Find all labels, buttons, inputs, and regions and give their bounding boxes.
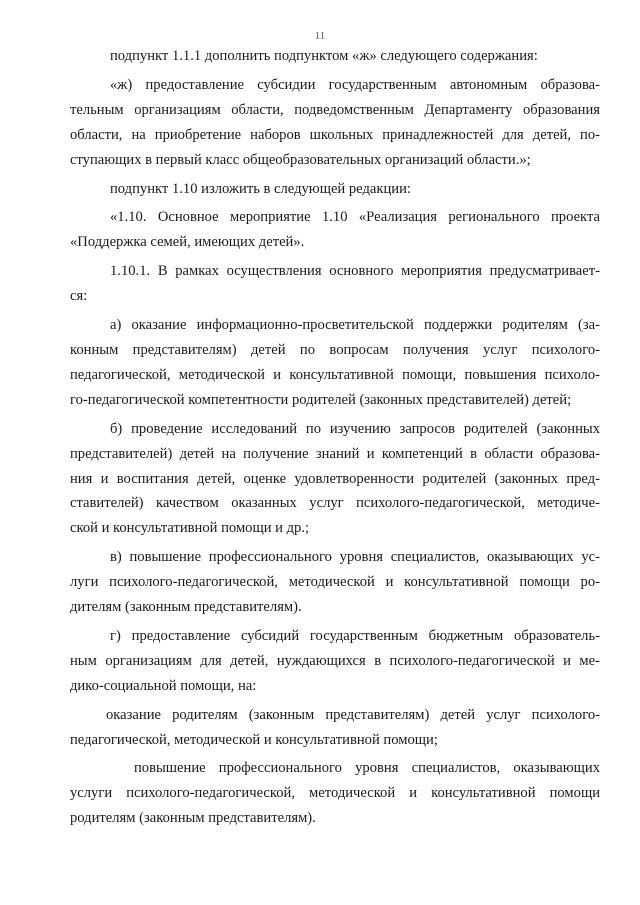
paragraph [70,44,600,69]
text-line: подпункт 1.10 изложить в следующей редакции: [110,180,411,197]
text-line: повышение профессионального уровня специалистов, оказывающих [134,760,600,777]
text-line: конным представителям) детей по вопросам получения услуг психолого- [70,341,600,358]
text-line: луги психолого-педагогической, методической и консультативной помощи ро- [70,574,600,591]
text-line: представителей) детей на получение знаний и компетенций в области образова- [70,445,600,462]
text-line: подпункт 1.1.1 дополнить подпунктом «ж» следующего содержания: [110,48,538,64]
text-line: дителям (законным представителям). [70,599,302,616]
text-line: ся: [70,288,88,305]
text-line: а) оказание информационно-просветительской поддержки родителям (за- [110,317,600,334]
text-line: г) предоставление субсидий государственным бюджетным образователь- [110,627,600,644]
paragraph [70,545,600,620]
text-line: ступающих в первый класс общеобразовательных организаций области.»; [70,151,531,168]
paragraph [70,313,600,413]
text-line: педагогической, методической и консультативной помощи; [70,731,438,748]
paragraph [70,73,600,173]
paragraph [70,624,600,699]
text-line: области, на приобретение наборов школьных принадлежностей для детей, по- [70,126,600,143]
text-line: б) проведение исследований по изучению запросов родителей (законных [110,420,600,437]
text-line: педагогической, методической и консультативной помощи, повышения психоло- [70,366,600,383]
text-line: ской и консультативной помощи и др.; [70,520,310,537]
text-line: родителям (законным представителям). [70,810,316,827]
text-line: дико-социальной помощи, на: [70,677,257,694]
paragraph [70,259,600,309]
text-line: тельным организациям области, подведомственным Департаменту образования [70,101,600,118]
text-line: ставителей) качеством оказанных услуг психолого-педагогической, методиче- [70,495,600,512]
text-line: «1.10. Основное мероприятие 1.10 «Реализация регионального проекта [110,209,600,226]
text-line: го-педагогической компетентности родителей (законных представителей) детей; [70,391,572,408]
text-line: ным организациям для детей, нуждающихся в психолого-педагогической и ме- [70,652,600,669]
text-line: «Поддержка семей, имеющих детей». [70,234,305,251]
text-line: услуги психолого-педагогической, методической и консультативной помощи [70,785,600,802]
text-line: в) повышение профессионального уровня специалистов, оказывающих ус- [110,549,600,566]
text-line: ния и воспитания детей, оценке удовлетворенности родителей (законных пред- [70,470,600,487]
text-line: оказание родителям (законным представителям) детей услуг психолого- [106,706,600,723]
paragraph [70,205,600,255]
text-line: «ж) предоставление субсидии государственным автономным образова- [110,76,600,93]
paragraph [70,756,600,831]
paragraph [70,417,600,542]
paragraph [70,177,600,202]
page-number: 11 [314,30,326,42]
paragraph [70,703,600,753]
text-line: 1.10.1. В рамках осуществления основного мероприятия предусматривает- [110,263,600,280]
document-body [70,44,600,835]
